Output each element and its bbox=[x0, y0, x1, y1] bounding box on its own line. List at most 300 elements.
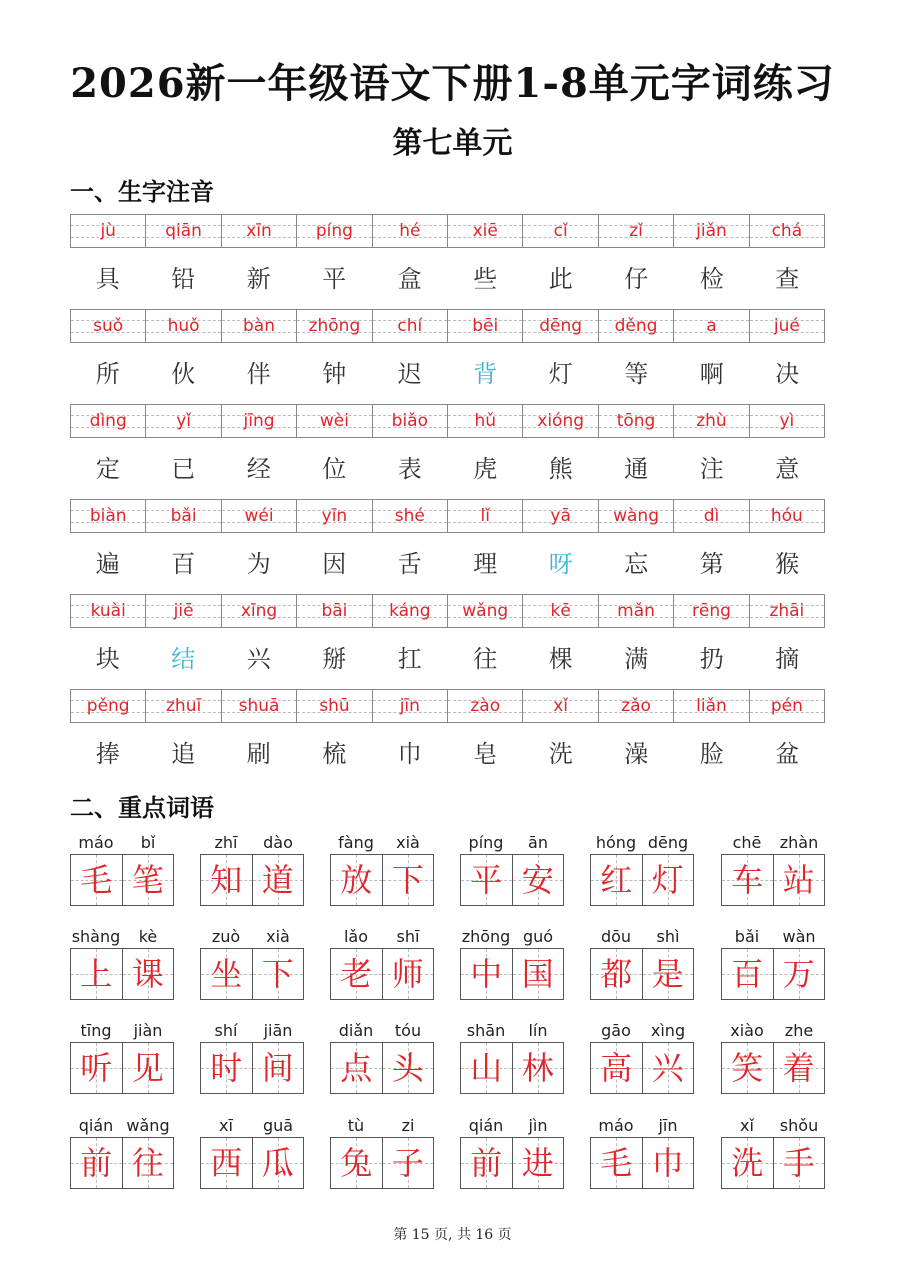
hanzi-character: 皂 bbox=[473, 740, 498, 768]
pinyin-text: shū bbox=[319, 696, 350, 716]
pinyin-cell bbox=[599, 215, 674, 247]
word-pinyin bbox=[721, 832, 825, 854]
word-pinyin bbox=[721, 1020, 825, 1042]
tianzige-box bbox=[460, 1137, 564, 1189]
word-pinyin bbox=[590, 926, 694, 948]
tianzige-box bbox=[460, 854, 564, 906]
word-character: 进 bbox=[521, 1144, 554, 1182]
hanzi-character: 迟 bbox=[397, 360, 422, 388]
word-pinyin bbox=[200, 1115, 304, 1137]
word-character: 见 bbox=[131, 1049, 164, 1087]
word-character: 笑 bbox=[731, 1049, 764, 1087]
hanzi-character: 捧 bbox=[95, 740, 120, 768]
hanzi-character: 伴 bbox=[246, 360, 271, 388]
tianzige-cell bbox=[513, 1043, 564, 1093]
word-character: 洗 bbox=[731, 1144, 764, 1182]
pinyin-cell bbox=[71, 595, 146, 627]
hanzi-character: 理 bbox=[473, 550, 498, 578]
tianzige-box bbox=[200, 1042, 304, 1094]
pinyin-cell bbox=[674, 500, 749, 532]
pinyin-text: yīn bbox=[321, 506, 348, 526]
tianzige-cell bbox=[123, 855, 174, 905]
hanzi-character: 摘 bbox=[775, 645, 800, 673]
word-pinyin-syllable: jiàn bbox=[133, 1021, 163, 1040]
tianzige-box bbox=[590, 854, 694, 906]
word-item bbox=[460, 1020, 564, 1094]
word-character: 毛 bbox=[80, 861, 113, 899]
pinyin-cell bbox=[448, 595, 523, 627]
tianzige-cell bbox=[722, 949, 774, 999]
tianzige-cell bbox=[201, 855, 253, 905]
tianzige-cell bbox=[774, 855, 825, 905]
hanzi-character: 通 bbox=[624, 455, 649, 483]
pinyin-strip bbox=[70, 594, 825, 628]
word-pinyin bbox=[200, 926, 304, 948]
tianzige-box bbox=[721, 854, 825, 906]
word-character: 高 bbox=[600, 1049, 633, 1087]
hanzi-character: 具 bbox=[95, 265, 120, 293]
tianzige-cell bbox=[201, 1138, 253, 1188]
word-character: 平 bbox=[470, 861, 503, 899]
pinyin-cell bbox=[674, 215, 749, 247]
word-character: 子 bbox=[391, 1144, 424, 1182]
word-character: 放 bbox=[340, 861, 373, 899]
word-character: 下 bbox=[391, 861, 424, 899]
word-item bbox=[330, 1020, 434, 1094]
tianzige-cell bbox=[513, 1138, 564, 1188]
word-character: 中 bbox=[470, 955, 503, 993]
word-character: 笔 bbox=[131, 861, 164, 899]
hanzi-character: 往 bbox=[473, 645, 498, 673]
word-pinyin-syllable: qián bbox=[468, 1116, 504, 1135]
hanzi-character: 铅 bbox=[171, 265, 196, 293]
word-character: 头 bbox=[391, 1049, 424, 1087]
word-pinyin-syllable: zhàn bbox=[779, 833, 819, 852]
tianzige-cell bbox=[591, 1138, 643, 1188]
word-pinyin bbox=[200, 832, 304, 854]
pinyin-text: zhōng bbox=[308, 316, 361, 336]
tianzige-box bbox=[70, 1137, 174, 1189]
pinyin-text: bēi bbox=[472, 316, 499, 336]
pinyin-text: xióng bbox=[537, 411, 585, 431]
pinyin-text: xiē bbox=[472, 221, 498, 241]
word-pinyin-syllable: bǐ bbox=[140, 833, 156, 852]
hanzi-character: 猴 bbox=[775, 550, 800, 578]
word-pinyin-syllable: fàng bbox=[338, 833, 374, 852]
word-character: 下 bbox=[261, 955, 294, 993]
word-character: 毛 bbox=[600, 1144, 633, 1182]
pinyin-cell bbox=[523, 215, 598, 247]
tianzige-box bbox=[330, 1137, 434, 1189]
hanzi-character: 梳 bbox=[322, 740, 347, 768]
section-heading-words: 二、重点词语 bbox=[70, 793, 214, 822]
hanzi-character: 平 bbox=[322, 265, 347, 293]
word-character: 往 bbox=[131, 1144, 164, 1182]
word-item bbox=[70, 832, 174, 906]
hanzi-character: 些 bbox=[473, 265, 498, 293]
pinyin-text: shé bbox=[394, 506, 425, 526]
hanzi-character: 百 bbox=[171, 550, 196, 578]
word-character: 是 bbox=[651, 955, 684, 993]
pinyin-text: biǎo bbox=[391, 411, 428, 431]
word-pinyin-syllable: chē bbox=[732, 833, 762, 852]
pinyin-text: hé bbox=[399, 221, 421, 241]
pinyin-text: a bbox=[706, 316, 717, 336]
tianzige-cell bbox=[722, 1138, 774, 1188]
word-pinyin-syllable: xià bbox=[266, 927, 290, 946]
word-pinyin-syllable: shǒu bbox=[779, 1116, 819, 1135]
tianzige-cell bbox=[591, 855, 643, 905]
word-pinyin-syllable: dào bbox=[263, 833, 293, 852]
word-pinyin-syllable: lǎo bbox=[343, 927, 369, 946]
pinyin-text: bǎi bbox=[170, 506, 197, 526]
pinyin-cell bbox=[146, 405, 221, 437]
word-character: 兴 bbox=[651, 1049, 684, 1087]
word-pinyin-syllable: gāo bbox=[601, 1021, 631, 1040]
pinyin-text: xīn bbox=[246, 221, 272, 241]
hanzi-character: 扔 bbox=[699, 645, 724, 673]
word-pinyin-syllable: shì bbox=[656, 927, 680, 946]
hanzi-character: 等 bbox=[624, 360, 649, 388]
word-character: 手 bbox=[782, 1144, 815, 1182]
pinyin-text: qiān bbox=[165, 221, 202, 241]
word-item bbox=[70, 926, 174, 1000]
hanzi-character: 洗 bbox=[548, 740, 573, 768]
word-pinyin-syllable: wǎng bbox=[126, 1116, 170, 1135]
hanzi-character: 巾 bbox=[397, 740, 422, 768]
pinyin-text: yì bbox=[779, 411, 795, 431]
pinyin-text: hóu bbox=[770, 506, 803, 526]
pinyin-cell bbox=[448, 500, 523, 532]
word-pinyin-syllable: jiān bbox=[263, 1021, 293, 1040]
word-character: 瓜 bbox=[261, 1144, 294, 1182]
pinyin-cell bbox=[222, 405, 297, 437]
pinyin-cell bbox=[71, 310, 146, 342]
word-pinyin-syllable: shí bbox=[214, 1021, 238, 1040]
pinyin-cell bbox=[222, 215, 297, 247]
word-item bbox=[460, 1115, 564, 1189]
pinyin-cell bbox=[222, 690, 297, 722]
tianzige-box bbox=[460, 1042, 564, 1094]
tianzige-cell bbox=[71, 1138, 123, 1188]
pinyin-cell bbox=[373, 310, 448, 342]
word-pinyin-syllable: zhī bbox=[214, 833, 238, 852]
tianzige-cell bbox=[383, 949, 434, 999]
tianzige-cell bbox=[461, 855, 513, 905]
pinyin-cell bbox=[297, 310, 372, 342]
word-item bbox=[460, 832, 564, 906]
tianzige-cell bbox=[774, 1138, 825, 1188]
hanzi-character: 棵 bbox=[548, 645, 573, 673]
pinyin-text: zào bbox=[470, 696, 501, 716]
pinyin-text: chá bbox=[771, 221, 803, 241]
hanzi-character: 脸 bbox=[699, 740, 724, 768]
pinyin-cell bbox=[146, 595, 221, 627]
tianzige-cell bbox=[253, 949, 304, 999]
word-pinyin-syllable: xià bbox=[396, 833, 420, 852]
hanzi-character: 因 bbox=[322, 550, 347, 578]
pinyin-cell bbox=[599, 500, 674, 532]
word-pinyin bbox=[460, 926, 564, 948]
hanzi-character: 刷 bbox=[246, 740, 271, 768]
word-pinyin-syllable: tīng bbox=[80, 1021, 112, 1040]
pinyin-cell bbox=[750, 690, 824, 722]
hanzi-character: 灯 bbox=[548, 360, 573, 388]
pinyin-text: wàng bbox=[613, 506, 659, 526]
word-pinyin bbox=[460, 832, 564, 854]
tianzige-cell bbox=[774, 949, 825, 999]
pinyin-cell bbox=[599, 310, 674, 342]
word-pinyin-syllable: dōu bbox=[600, 927, 632, 946]
word-item bbox=[70, 1115, 174, 1189]
pinyin-text: wǎng bbox=[462, 601, 509, 621]
character-row bbox=[70, 642, 825, 676]
character-row bbox=[70, 262, 825, 296]
unit-subtitle: 第七单元 bbox=[392, 126, 513, 161]
tianzige-box bbox=[200, 854, 304, 906]
word-pinyin bbox=[330, 1115, 434, 1137]
word-item bbox=[590, 1115, 694, 1189]
word-item bbox=[200, 1115, 304, 1189]
word-item bbox=[590, 1020, 694, 1094]
word-pinyin-syllable: bǎi bbox=[734, 927, 760, 946]
pinyin-text: dēng bbox=[539, 316, 583, 336]
word-character: 站 bbox=[782, 861, 815, 899]
pinyin-text: pěng bbox=[86, 696, 130, 716]
pinyin-cell bbox=[71, 500, 146, 532]
pinyin-strip bbox=[70, 499, 825, 533]
hanzi-character: 忘 bbox=[624, 550, 649, 578]
pinyin-cell bbox=[71, 215, 146, 247]
tianzige-box bbox=[70, 1042, 174, 1094]
hanzi-character: 已 bbox=[171, 455, 196, 483]
pinyin-text: cǐ bbox=[553, 221, 568, 241]
word-character: 前 bbox=[80, 1144, 113, 1182]
pinyin-text: mǎn bbox=[617, 601, 655, 621]
word-pinyin-syllable: xiào bbox=[730, 1021, 764, 1040]
pinyin-text: káng bbox=[389, 601, 431, 621]
pinyin-strip bbox=[70, 309, 825, 343]
pinyin-text: yǐ bbox=[176, 411, 191, 431]
word-pinyin-syllable: xǐ bbox=[740, 1116, 754, 1135]
hanzi-character: 伙 bbox=[171, 360, 196, 388]
pinyin-cell bbox=[523, 405, 598, 437]
pinyin-text: zhāi bbox=[769, 601, 805, 621]
pinyin-cell bbox=[297, 595, 372, 627]
pinyin-strip bbox=[70, 404, 825, 438]
word-character: 都 bbox=[600, 955, 633, 993]
word-character: 国 bbox=[521, 955, 554, 993]
pinyin-cell bbox=[750, 500, 824, 532]
pinyin-cell bbox=[297, 690, 372, 722]
pinyin-text: wèi bbox=[319, 411, 349, 431]
pinyin-cell bbox=[750, 310, 824, 342]
word-pinyin bbox=[70, 1115, 174, 1137]
word-character: 课 bbox=[131, 955, 164, 993]
pinyin-text: jiē bbox=[173, 601, 194, 621]
tianzige-cell bbox=[331, 855, 383, 905]
word-pinyin-syllable: zhe bbox=[784, 1021, 814, 1040]
word-character: 巾 bbox=[651, 1144, 684, 1182]
tianzige-cell bbox=[123, 1043, 174, 1093]
pinyin-text: kuài bbox=[90, 601, 126, 621]
word-pinyin-syllable: guó bbox=[522, 927, 554, 946]
word-pinyin-syllable: tù bbox=[347, 1116, 365, 1135]
tianzige-cell bbox=[383, 855, 434, 905]
word-pinyin-syllable: jìn bbox=[528, 1116, 548, 1135]
character-row bbox=[70, 452, 825, 486]
tianzige-cell bbox=[643, 949, 694, 999]
hanzi-character: 意 bbox=[775, 455, 800, 483]
word-character: 间 bbox=[261, 1049, 294, 1087]
tianzige-cell bbox=[383, 1043, 434, 1093]
word-character: 兔 bbox=[340, 1144, 373, 1182]
pinyin-cell bbox=[373, 215, 448, 247]
word-character: 师 bbox=[391, 955, 424, 993]
tianzige-cell bbox=[331, 949, 383, 999]
tianzige-cell bbox=[461, 949, 513, 999]
hanzi-character: 钟 bbox=[322, 360, 347, 388]
pinyin-cell bbox=[750, 405, 824, 437]
pinyin-text: jù bbox=[100, 221, 116, 241]
tianzige-cell bbox=[591, 1043, 643, 1093]
tianzige-cell bbox=[461, 1138, 513, 1188]
pinyin-cell bbox=[222, 310, 297, 342]
tianzige-box bbox=[200, 948, 304, 1000]
hanzi-character: 位 bbox=[322, 455, 347, 483]
hanzi-character: 注 bbox=[699, 455, 724, 483]
tianzige-cell bbox=[71, 949, 123, 999]
hanzi-character: 检 bbox=[699, 265, 724, 293]
word-pinyin bbox=[721, 1115, 825, 1137]
word-item bbox=[70, 1020, 174, 1094]
pinyin-text: suǒ bbox=[93, 316, 124, 336]
word-pinyin-syllable: shàng bbox=[71, 927, 121, 946]
tianzige-cell bbox=[461, 1043, 513, 1093]
page-title: 2026新一年级语文下册1-8单元字词练习 bbox=[70, 60, 835, 107]
pinyin-text: xīng bbox=[240, 601, 278, 621]
word-character: 上 bbox=[80, 955, 113, 993]
word-pinyin-syllable: xìng bbox=[650, 1021, 686, 1040]
pinyin-cell bbox=[297, 405, 372, 437]
pinyin-cell bbox=[674, 405, 749, 437]
word-character: 老 bbox=[340, 955, 373, 993]
hanzi-character: 兴 bbox=[246, 645, 271, 673]
hanzi-character: 熊 bbox=[548, 455, 573, 483]
word-item bbox=[200, 832, 304, 906]
word-pinyin-syllable: máo bbox=[598, 1116, 634, 1135]
hanzi-character: 此 bbox=[548, 265, 573, 293]
pinyin-cell bbox=[373, 405, 448, 437]
tianzige-cell bbox=[774, 1043, 825, 1093]
pinyin-cell bbox=[750, 595, 824, 627]
word-pinyin-syllable: ān bbox=[528, 833, 548, 852]
hanzi-character: 新 bbox=[246, 265, 271, 293]
hanzi-character: 结 bbox=[171, 645, 196, 673]
pinyin-text: hǔ bbox=[474, 411, 497, 431]
pinyin-text: pén bbox=[770, 696, 803, 716]
word-item bbox=[721, 832, 825, 906]
word-item bbox=[330, 832, 434, 906]
pinyin-text: bàn bbox=[243, 316, 275, 336]
pinyin-text: tōng bbox=[616, 411, 656, 431]
tianzige-box bbox=[200, 1137, 304, 1189]
tianzige-box bbox=[721, 1137, 825, 1189]
character-row bbox=[70, 737, 825, 771]
tianzige-box bbox=[330, 1042, 434, 1094]
word-pinyin-syllable: píng bbox=[468, 833, 504, 852]
word-item bbox=[200, 1020, 304, 1094]
character-row bbox=[70, 357, 825, 391]
word-pinyin bbox=[200, 1020, 304, 1042]
hanzi-character: 决 bbox=[775, 360, 800, 388]
word-pinyin-syllable: qián bbox=[78, 1116, 114, 1135]
word-item bbox=[200, 926, 304, 1000]
tianzige-cell bbox=[722, 1043, 774, 1093]
pinyin-cell bbox=[297, 215, 372, 247]
word-pinyin-syllable: wàn bbox=[782, 927, 816, 946]
word-pinyin-syllable: jīn bbox=[658, 1116, 678, 1135]
pinyin-text: děng bbox=[614, 316, 658, 336]
hanzi-character: 表 bbox=[397, 455, 422, 483]
hanzi-character: 查 bbox=[775, 265, 800, 293]
tianzige-cell bbox=[331, 1043, 383, 1093]
pinyin-cell bbox=[146, 215, 221, 247]
pinyin-cell bbox=[750, 215, 824, 247]
pinyin-cell bbox=[448, 215, 523, 247]
word-character: 林 bbox=[521, 1049, 554, 1087]
pinyin-cell bbox=[448, 405, 523, 437]
pinyin-strip bbox=[70, 214, 825, 248]
pinyin-text: zǐ bbox=[629, 221, 643, 241]
hanzi-character: 追 bbox=[171, 740, 196, 768]
word-character: 前 bbox=[470, 1144, 503, 1182]
hanzi-character: 舌 bbox=[397, 550, 422, 578]
tianzige-box bbox=[590, 1042, 694, 1094]
tianzige-box bbox=[70, 948, 174, 1000]
tianzige-cell bbox=[643, 1043, 694, 1093]
word-character: 时 bbox=[210, 1049, 243, 1087]
pinyin-cell bbox=[373, 595, 448, 627]
word-character: 知 bbox=[210, 861, 243, 899]
pinyin-text: xǐ bbox=[553, 696, 569, 716]
tianzige-cell bbox=[643, 855, 694, 905]
tianzige-cell bbox=[201, 1043, 253, 1093]
word-character: 红 bbox=[600, 861, 633, 899]
pinyin-cell bbox=[71, 690, 146, 722]
pinyin-cell bbox=[146, 310, 221, 342]
pinyin-text: rēng bbox=[691, 601, 731, 621]
hanzi-character: 澡 bbox=[624, 740, 649, 768]
hanzi-character: 盆 bbox=[775, 740, 800, 768]
tianzige-cell bbox=[331, 1138, 383, 1188]
tianzige-box bbox=[460, 948, 564, 1000]
word-character: 坐 bbox=[210, 955, 243, 993]
hanzi-character: 扛 bbox=[397, 645, 422, 673]
pinyin-text: jué bbox=[773, 316, 800, 336]
pinyin-text: zǎo bbox=[621, 696, 651, 716]
word-character: 道 bbox=[261, 861, 294, 899]
word-pinyin-syllable: hóng bbox=[595, 833, 637, 852]
word-pinyin bbox=[590, 1020, 694, 1042]
pinyin-cell bbox=[448, 690, 523, 722]
word-pinyin-syllable: zi bbox=[401, 1116, 415, 1135]
word-pinyin bbox=[590, 1115, 694, 1137]
word-pinyin bbox=[70, 1020, 174, 1042]
pinyin-text: huǒ bbox=[167, 316, 200, 336]
pinyin-cell bbox=[599, 595, 674, 627]
character-row bbox=[70, 547, 825, 581]
